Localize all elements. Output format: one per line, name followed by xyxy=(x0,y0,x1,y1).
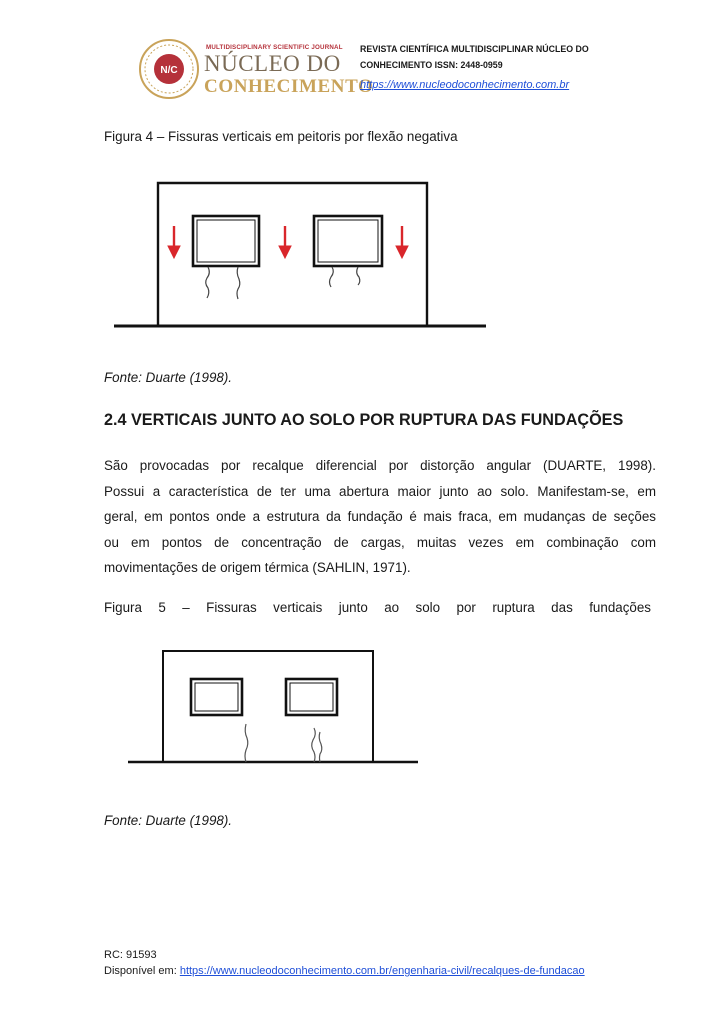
paragraph-line: ou em pontos de concentração de cargas, muitas vezes em combinação com xyxy=(104,534,656,550)
figure5-cracks xyxy=(245,724,322,762)
footer-available xyxy=(104,965,585,977)
figure5-caption: Figura 5 – Fissuras verticais junto ao solo por ruptura das fundações xyxy=(104,600,651,615)
paragraph-line: movimentações de origem térmica (SAHLIN, 1971). xyxy=(104,560,411,576)
journal-seal-logo xyxy=(138,38,200,100)
figure4-arrow-right xyxy=(396,226,408,258)
figure4-window-right xyxy=(314,216,382,266)
footer-rc-number: RC: 91593 xyxy=(104,949,157,961)
journal-title-line1: REVISTA CIENTÍFICA MULTIDISCIPLINAR NÚCLEO DO xyxy=(360,44,589,54)
section-heading: 2.4 VERTICAIS JUNTO AO SOLO POR RUPTURA DAS FUNDAÇÕES xyxy=(104,411,624,429)
figure4-caption: Figura 4 – Fissuras verticais em peitoris por flexão negativa xyxy=(104,129,458,144)
journal-title-line2: CONHECIMENTO ISSN: 2448-0959 xyxy=(360,60,503,70)
journal-url-link[interactable]: https://www.nucleodoconhecimento.com.br xyxy=(360,79,570,91)
paragraph-line: Possui a característica de ter uma abertura maior junto ao solo. Manifestam-se, em xyxy=(104,483,656,499)
figure5-window-right xyxy=(286,679,337,715)
seal-text: N/C xyxy=(160,65,178,76)
footer-available-label: Disponível em: xyxy=(104,965,177,977)
figure4-arrow-left xyxy=(168,226,180,258)
figure5-diagram xyxy=(126,648,422,768)
paragraph-line: geral, em pontos onde a estrutura da fundação é mais fraca, em mudanças de seções xyxy=(104,509,656,525)
figure4-cracks xyxy=(206,267,360,299)
figure4-source: Fonte: Duarte (1998). xyxy=(104,370,233,385)
logo-tagline: MULTIDISCIPLINARY SCIENTIFIC JOURNAL xyxy=(206,44,343,51)
footer-article-link[interactable]: https://www.nucleodoconhecimento.com.br/engenharia-civil/recalques-de-fundacao xyxy=(179,965,585,977)
paragraph-line: São provocadas por recalque diferencial por distorção angular (DUARTE, 1998). xyxy=(104,458,656,473)
figure5-window-left xyxy=(191,679,242,715)
figure4-arrow-middle xyxy=(279,226,291,258)
figure4-diagram xyxy=(110,178,490,330)
figure4-window-left xyxy=(193,216,259,266)
logo-name-line1: NÚCLEO DO xyxy=(204,51,341,76)
figure5-source: Fonte: Duarte (1998). xyxy=(104,813,233,828)
section-paragraph xyxy=(104,453,656,581)
logo-name-line2: CONHECIMENTO xyxy=(204,76,374,97)
